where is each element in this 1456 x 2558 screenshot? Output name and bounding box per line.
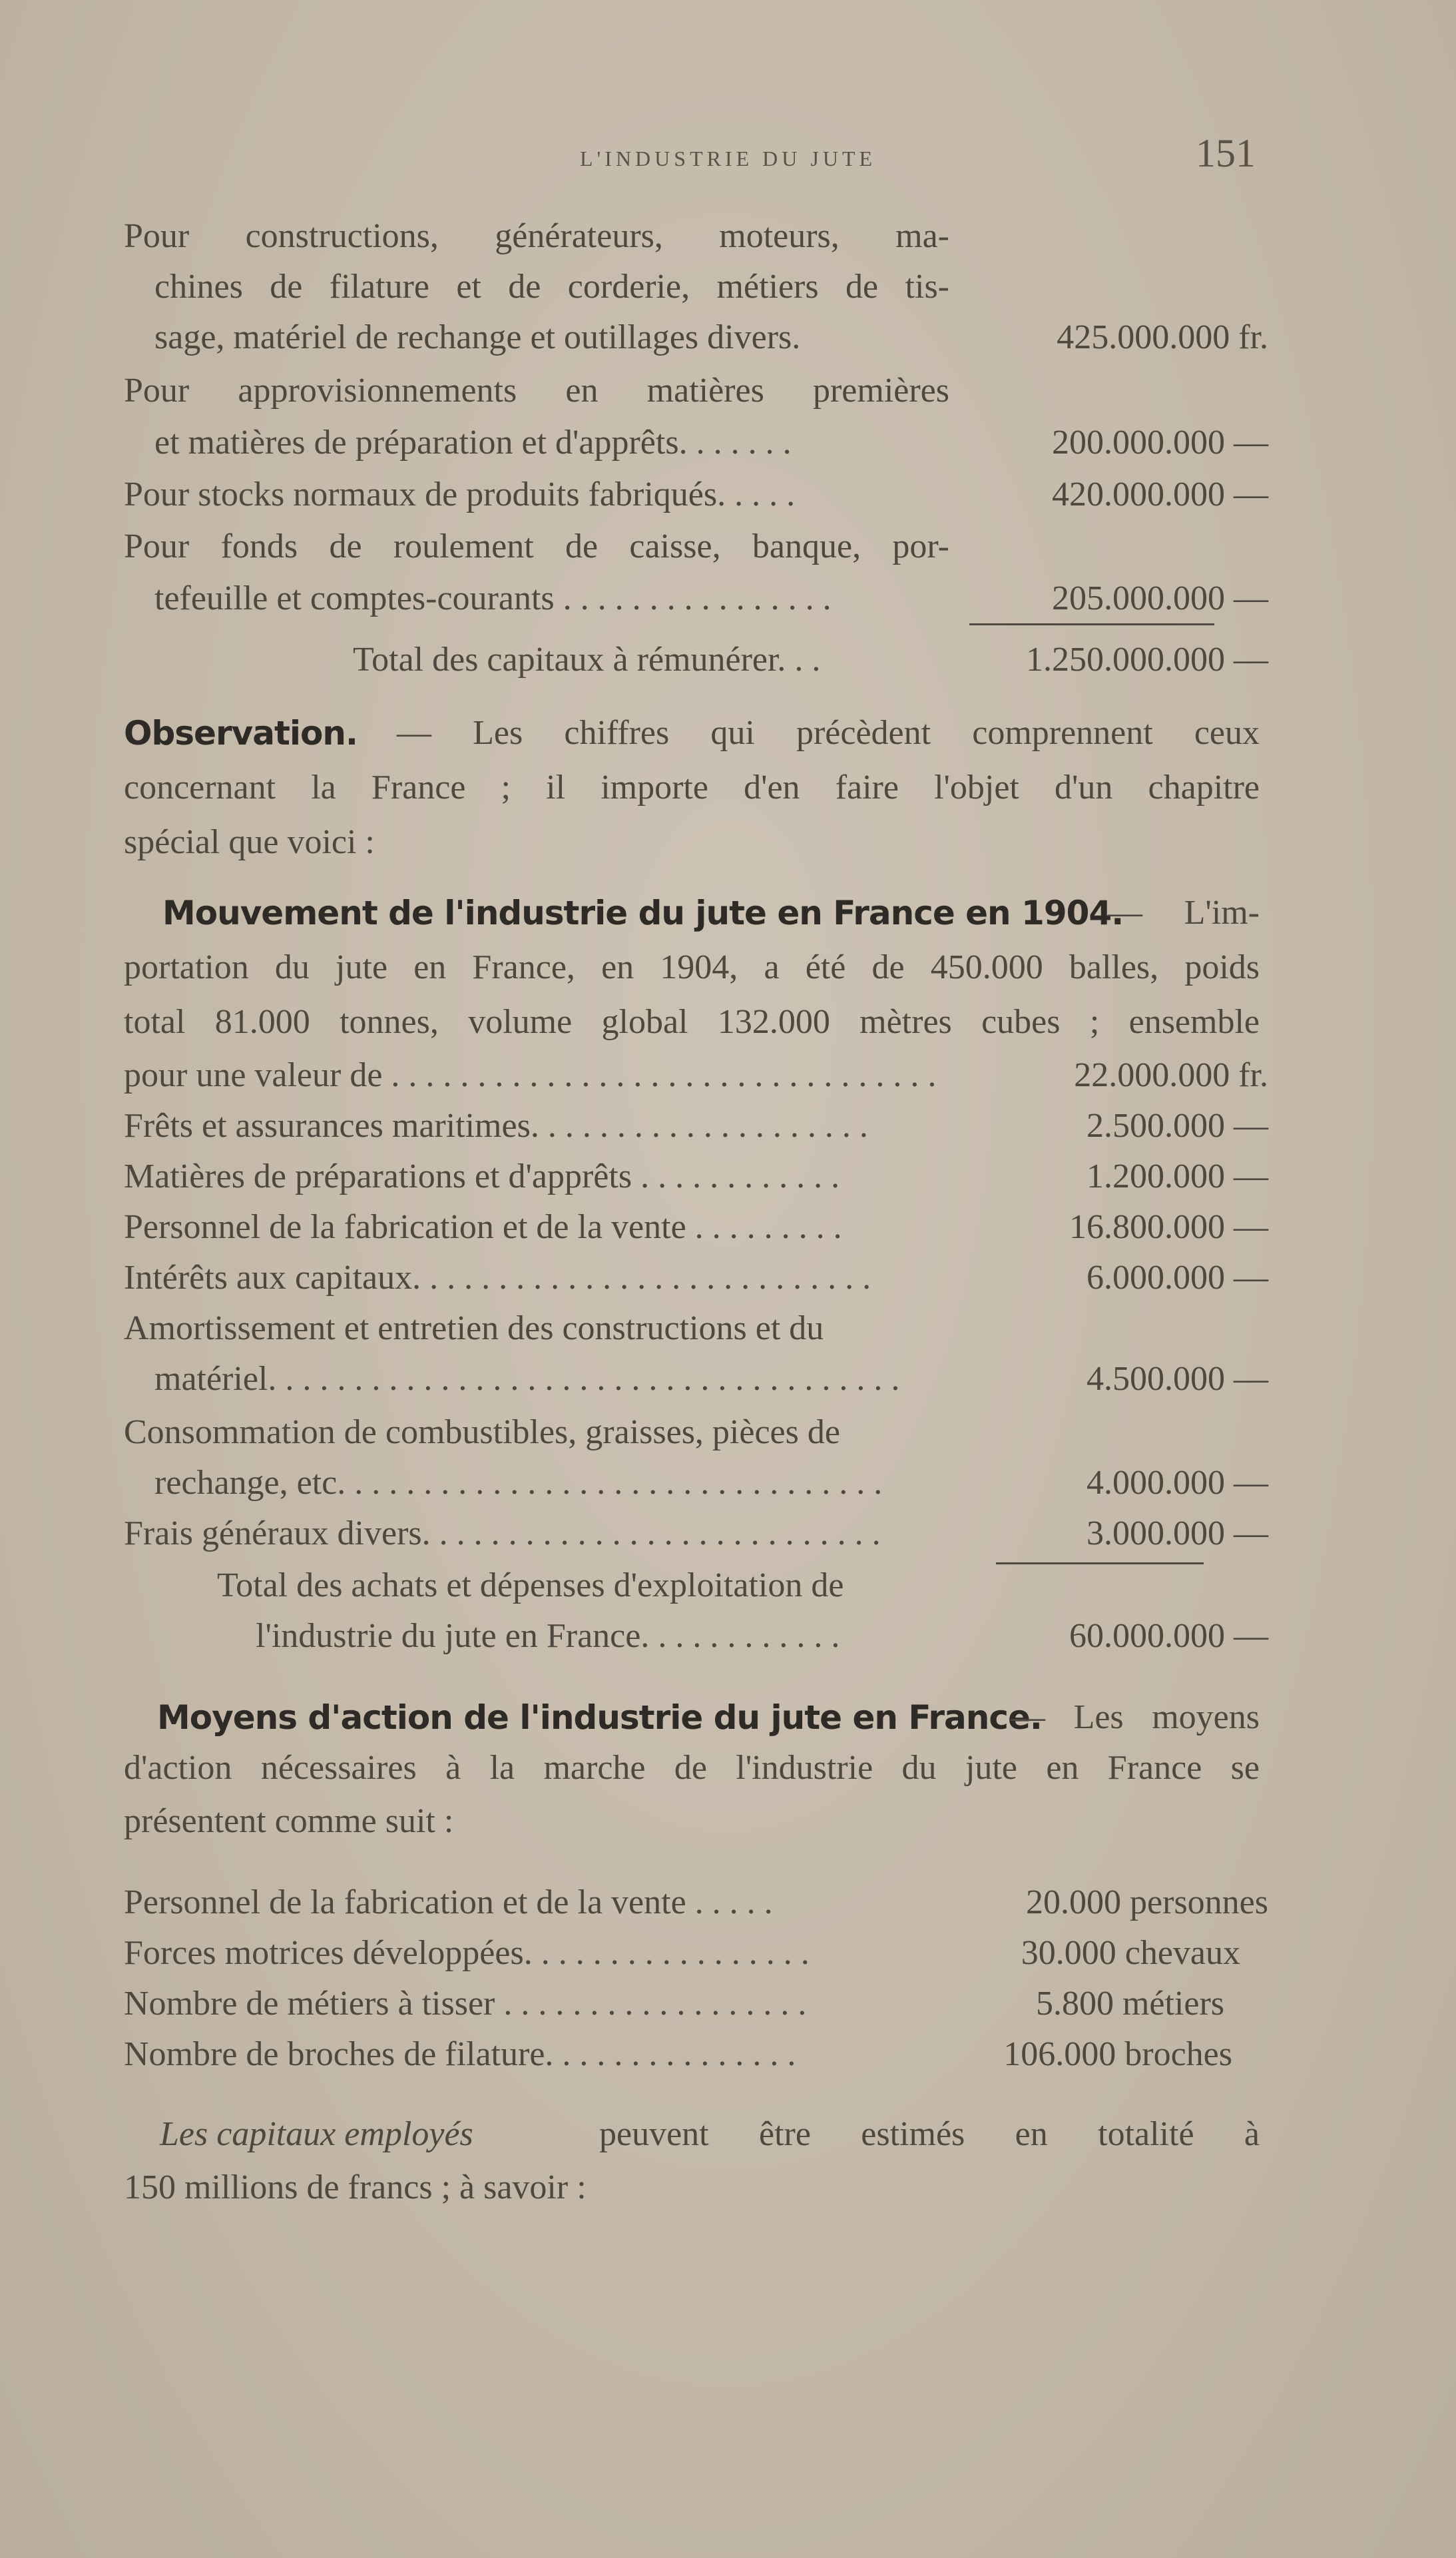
mouvement-line-3: total 81.000 tonnes, volume global 132.000 mètres cubes ; ensemble bbox=[124, 1003, 1260, 1041]
resource-item-value: 20.000 personnes bbox=[1026, 1883, 1268, 1921]
mouvement-line-1: — L'im- bbox=[1108, 894, 1260, 932]
expense-total-amount: 60.000.000 — bbox=[1069, 1617, 1268, 1655]
capital-total-amount: 1.250.000.000 — bbox=[1026, 641, 1268, 679]
expense-item-label: Intérêts aux capitaux. . . . . . . . . . . . . . . . . . . . . . . . . . . bbox=[124, 1259, 871, 1297]
expense-item-label: Consommation de combustibles, graisses, pièces de bbox=[124, 1413, 840, 1451]
capital-row-3-line-1: Pour stocks normaux de produits fabriqués. . . . . bbox=[124, 476, 796, 513]
closing-italic: Les capitaux employés bbox=[160, 2115, 473, 2153]
closing-line-1: peuvent être estimés en totalité à bbox=[599, 2115, 1260, 2153]
observation-line-2: concernant la France ; il importe d'en faire l'objet d'un chapitre bbox=[124, 769, 1260, 806]
capital-row-1-line-1: Pour constructions, générateurs, moteurs, ma- bbox=[124, 217, 949, 255]
expense-item-amount: 6.000.000 — bbox=[1087, 1259, 1268, 1297]
expense-item-amount: 4.500.000 — bbox=[1087, 1360, 1268, 1398]
capital-row-2-line-1: Pour approvisionnements en matières premières bbox=[124, 372, 949, 410]
expense-total-line-1: Total des achats et dépenses d'exploitation de bbox=[217, 1566, 844, 1604]
mouvement-line-4: pour une valeur de . . . . . . . . . . . . . . . . . . . . . . . . . . . . . . . . bbox=[124, 1056, 937, 1094]
capital-row-4-line-1: Pour fonds de roulement de caisse, banque, por- bbox=[124, 527, 949, 565]
expense-total-line-2: l'industrie du jute en France. . . . . . . . . . . . bbox=[256, 1617, 840, 1655]
capital-row-1-line-2: chines de filature et de corderie, métiers de tis- bbox=[154, 268, 949, 306]
expense-item-amount: 3.000.000 — bbox=[1087, 1514, 1268, 1552]
capital-row-2-amount: 200.000.000 — bbox=[1052, 424, 1268, 462]
mouvement-first-amount: 22.000.000 fr. bbox=[1074, 1056, 1268, 1094]
expense-item-label: Amortissement et entretien des constructions et du bbox=[124, 1309, 824, 1347]
resource-item-value: 106.000 broches bbox=[1003, 2035, 1232, 2073]
capital-total-rule bbox=[969, 623, 1214, 625]
page-number: 151 bbox=[1196, 131, 1256, 175]
resource-item-label: Nombre de broches de filature. . . . . . . . . . . . . . . bbox=[124, 2035, 796, 2073]
moyens-heading: Moyens d'action de l'industrie du jute en France. bbox=[157, 1698, 1042, 1737]
resource-item-value: 5.800 métiers bbox=[1035, 1985, 1224, 2023]
resource-item-label: Personnel de la fabrication et de la vente . . . . . bbox=[124, 1883, 773, 1921]
expense-item-label-cont: matériel. . . . . . . . . . . . . . . . . . . . . . . . . . . . . . . . . . . . . bbox=[154, 1360, 900, 1398]
expense-item-label: Frais généraux divers. . . . . . . . . . . . . . . . . . . . . . . . . . . bbox=[124, 1514, 881, 1552]
resource-item-label: Nombre de métiers à tisser . . . . . . . . . . . . . . . . . . bbox=[124, 1985, 807, 2023]
expense-item-label: Personnel de la fabrication et de la vente . . . . . . . . . bbox=[124, 1208, 842, 1246]
mouvement-line-2: portation du jute en France, en 1904, a été de 450.000 balles, poids bbox=[124, 948, 1260, 986]
capital-row-3-amount: 420.000.000 — bbox=[1052, 476, 1268, 513]
expense-item-amount: 4.000.000 — bbox=[1087, 1464, 1268, 1502]
expense-item-label-cont: rechange, etc. . . . . . . . . . . . . . . . . . . . . . . . . . . . . . . . bbox=[154, 1464, 883, 1502]
capital-total-label: Total des capitaux à rémunérer. . . bbox=[353, 641, 821, 679]
expense-item-label: Frêts et assurances maritimes. . . . . . . . . . . . . . . . . . . . bbox=[124, 1107, 868, 1145]
mouvement-heading: Mouvement de l'industrie du jute en France en 1904. bbox=[162, 894, 1124, 932]
expense-item-amount: 1.200.000 — bbox=[1087, 1157, 1268, 1195]
closing-line-2: 150 millions de francs ; à savoir : bbox=[124, 2168, 587, 2206]
resource-item-label: Forces motrices développées. . . . . . . . . . . . . . . . . bbox=[124, 1934, 810, 1972]
observation-line-3: spécial que voici : bbox=[124, 823, 375, 861]
expense-item-amount: 16.800.000 — bbox=[1069, 1208, 1268, 1246]
capital-row-4-line-2: tefeuille et comptes-courants . . . . . . . . . . . . . . . . bbox=[154, 579, 832, 617]
capital-row-2-line-2: et matières de préparation et d'apprêts. . . . . . . bbox=[154, 424, 792, 462]
moyens-line-3: présentent comme suit : bbox=[124, 1802, 454, 1840]
capital-row-1-line-3: sage, matériel de rechange et outillages divers. bbox=[154, 318, 801, 356]
moyens-line-2: d'action nécessaires à la marche de l'industrie du jute en France se bbox=[124, 1749, 1260, 1787]
moyens-line-1: — Les moyens bbox=[1011, 1698, 1260, 1736]
expense-item-amount: 2.500.000 — bbox=[1087, 1107, 1268, 1145]
observation-line-1: — Les chiffres qui précèdent comprennent ceux bbox=[397, 714, 1260, 752]
observation-heading: Observation. bbox=[124, 714, 358, 753]
expense-total-rule bbox=[996, 1562, 1204, 1564]
capital-row-4-amount: 205.000.000 — bbox=[1052, 579, 1268, 617]
expense-item-label: Matières de préparations et d'apprêts . . . . . . . . . . . . bbox=[124, 1157, 840, 1195]
running-header: L'INDUSTRIE DU JUTE bbox=[579, 147, 877, 170]
resource-item-value: 30.000 chevaux bbox=[1021, 1934, 1240, 1972]
capital-row-1-amount: 425.000.000 fr. bbox=[1057, 318, 1268, 356]
